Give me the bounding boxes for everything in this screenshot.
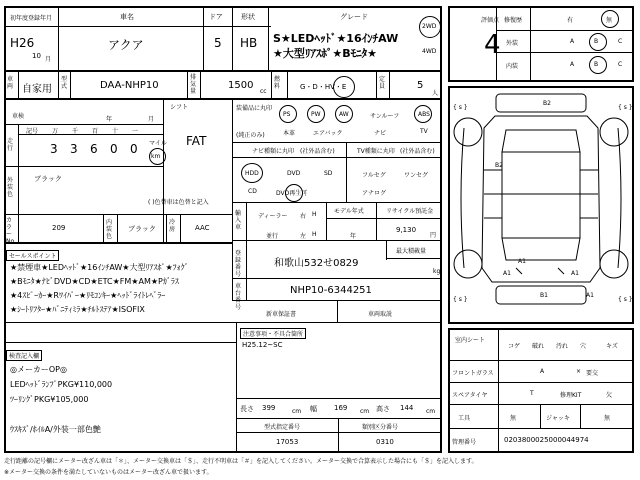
- exterior-eval-option: C: [618, 38, 623, 45]
- color-code-label: カラー: [6, 217, 13, 238]
- diagram-bracket-tl: { s }: [453, 104, 468, 111]
- sales-point-line: ★4ｽﾋﾟｰｶｰ★Rﾜｲﾊﾟｰ★ﾘﾓｺﾝｷｰ★ﾍｯﾄﾞﾗｲﾄﾚﾍﾞﾗｰ: [10, 291, 166, 300]
- import-right: 右: [300, 213, 307, 220]
- grade-label: グレード: [340, 13, 368, 21]
- use-value: 自家用: [22, 84, 52, 95]
- nav-item: DVD再生可: [276, 190, 308, 197]
- warranty-manual: 車両取説: [368, 311, 393, 318]
- type-cert-label: 型式指定番号: [264, 424, 301, 431]
- score-value: 4: [484, 30, 501, 60]
- nav-subtitle: (社外品含む): [300, 148, 335, 155]
- inspector-line: ﾂｰﾘﾝｸﾞPKG¥105,000: [10, 395, 89, 404]
- length-value: 399: [262, 404, 276, 412]
- equipment-item: AW: [339, 111, 349, 118]
- drive-4wd: 4WD: [422, 48, 437, 55]
- fuel-hv-circle: [333, 76, 355, 98]
- shape-label: 形状: [241, 13, 255, 21]
- seat-item: 穴: [580, 343, 587, 350]
- equipment-item: 本革: [283, 130, 296, 137]
- seat-label: 室内シート: [455, 337, 486, 344]
- car-name: アクア: [108, 38, 144, 52]
- ac-label: 冷房: [169, 219, 176, 233]
- interior-color-value: ブラック: [128, 225, 156, 233]
- fuel-label: 燃料: [274, 76, 281, 90]
- front-glass-item: ×: [576, 368, 582, 375]
- equipment-item: ナビ: [374, 130, 387, 137]
- import-left-h: H: [312, 231, 317, 238]
- inspector-line: ｳｽｷｽﾞ/ﾎｲﾙA/外装一部色艶: [10, 425, 101, 434]
- tv-subtitle: (社外品含む): [400, 148, 435, 155]
- inspector-line: LEDﾍｯﾄﾞﾗﾝﾌﾟPKG¥110,000: [10, 380, 113, 389]
- score-label: 評価点: [481, 17, 500, 24]
- first-reg-month: 10: [32, 52, 41, 60]
- mileage-digit-header: 一: [132, 128, 139, 135]
- mileage-digit-header: 万: [52, 128, 59, 135]
- import-parallel: 並行: [266, 233, 279, 240]
- import-label: 輸入車: [235, 210, 242, 231]
- fuel-options: G・D・HV・E: [300, 83, 347, 91]
- diagram-mark-6: A1: [571, 270, 579, 277]
- diagram-mark-4: B1: [540, 292, 548, 299]
- repair-selected-circle: [601, 10, 619, 28]
- notes-label: 注意事項・不具合箇所: [240, 328, 306, 339]
- shape-value: HB: [240, 36, 258, 50]
- tv-item: ワンセグ: [404, 172, 429, 179]
- mileage-digit: 0: [110, 142, 118, 156]
- width-value: 169: [334, 404, 348, 412]
- sales-points-label: セールスポイント: [6, 250, 59, 261]
- mgmt-label: 管理番号: [452, 439, 477, 446]
- equipment-circle: [414, 105, 432, 123]
- chassis-value: NHP10-6344251: [290, 285, 372, 296]
- warranty-new-car: 新車保証書: [266, 311, 297, 318]
- exterior-value: ブラック: [34, 175, 62, 183]
- interior-eval-option: B: [594, 61, 599, 68]
- front-glass-label: フロントガラス: [452, 370, 494, 377]
- model-label: 型式: [61, 76, 68, 90]
- equipment-subtitle: (純正のみ): [236, 132, 265, 139]
- spare-tire-item: T: [530, 390, 534, 397]
- car-diagram: [450, 88, 632, 322]
- repair-option: 有: [567, 17, 574, 24]
- equipment-title: 装備品に丸印: [236, 105, 273, 112]
- jack-value: 無: [604, 415, 611, 422]
- spare-tire-item: 修理KIT: [560, 392, 582, 399]
- inspector-line: ◎メーカーOP◎: [10, 365, 67, 374]
- class-cert-value: 0310: [376, 438, 394, 446]
- displacement-unit: cc: [260, 88, 267, 95]
- registration-value: 和歌山532せ0829: [274, 258, 359, 269]
- mgmt-value: 0203800025000044974: [504, 436, 589, 444]
- nav-item: DVD: [287, 170, 301, 177]
- height-value: 144: [400, 404, 414, 412]
- tv-item: フルセグ: [362, 172, 386, 179]
- displacement-label: 排気量: [190, 74, 197, 95]
- inspection-month: 月: [148, 116, 155, 123]
- diagram-mark-3: A1: [518, 258, 526, 265]
- mileage-unit-km: km: [151, 153, 161, 160]
- tools-label: 工具: [458, 415, 471, 422]
- mileage-digit-header: 十: [112, 128, 119, 135]
- seat-item: キズ: [606, 343, 618, 350]
- sales-point-line: ★Bﾓﾆﾀ★ﾅﾋﾞDVD★CD★ETC★FM★AM★Pｶﾞﾗｽ: [10, 277, 179, 286]
- mileage-digit: 3: [50, 142, 58, 156]
- interior-eval-option: C: [618, 61, 623, 68]
- grade-line-2: ★大型ﾘｱｽﾎﾟ★Bﾓﾆﾀ★: [273, 47, 377, 60]
- length-unit: cm: [292, 408, 302, 415]
- mileage-digit: 0: [130, 142, 138, 156]
- nav-title: ナビ種類に丸印: [252, 148, 295, 155]
- doors-value: 5: [214, 36, 222, 50]
- exterior-eval-option: A: [570, 38, 575, 45]
- width-label: 幅: [310, 405, 317, 413]
- front-glass-item: A: [540, 368, 545, 375]
- model-value: DAA-NHP10: [100, 80, 159, 91]
- displacement-value: 1500: [228, 80, 254, 91]
- class-cert-label: 類別区分番号: [362, 424, 399, 431]
- exterior-eval-selected-circle: [589, 33, 607, 51]
- mileage-digit: 6: [90, 142, 98, 156]
- doors-label: ドア: [209, 13, 223, 21]
- diagram-bracket-bl: { s }: [453, 296, 468, 303]
- nav-hdd-circle: [241, 163, 263, 183]
- interior-color-label: 内装色: [106, 219, 113, 240]
- inspection-year: 年: [106, 116, 113, 123]
- shift-value: FAT: [186, 134, 207, 148]
- chassis-label: 車台番号: [235, 283, 242, 311]
- mileage-digit-header: 百: [92, 128, 99, 135]
- diagram-mark-7: A1: [586, 292, 594, 299]
- first-reg-label: 初年度登録年月: [10, 15, 53, 22]
- seat-item: 汚れ: [556, 343, 569, 350]
- max-load-unit: kg: [433, 268, 441, 275]
- import-right-h: H: [312, 211, 317, 218]
- spare-tire-item: 欠: [606, 392, 613, 399]
- exterior-eval-label: 外装: [506, 40, 519, 47]
- jack-label: ジャッキ: [546, 415, 570, 422]
- month-unit: 月: [45, 56, 52, 63]
- use-label: 車両: [7, 76, 14, 90]
- sales-point-line: ★禁煙車★LEDﾍｯﾄﾞ★16ｲﾝﾁAW★大型ﾘｱｽﾎﾟ★ﾌｫｸﾞ: [10, 263, 189, 272]
- mileage-label: 走行: [7, 138, 14, 152]
- capacity-label: 定員: [379, 76, 386, 90]
- drive-2wd: 2WD: [422, 23, 437, 30]
- equipment-item: サンルーフ: [370, 113, 400, 120]
- recycle-value: 9,130: [396, 226, 417, 234]
- equipment-item: エアバック: [313, 130, 343, 137]
- interior-eval-selected-circle: [589, 56, 607, 74]
- nav-item: HDD: [245, 170, 259, 177]
- exterior-note: ( )色替車は色替と記入: [148, 199, 209, 206]
- exterior-label: 外装色: [7, 177, 14, 198]
- spare-tire-label: スペアタイヤ: [452, 392, 488, 399]
- inspector-label: 検査記入欄: [6, 350, 42, 361]
- footer-line-1: 走行距離の記号欄にメーター改ざん車は「＊」、メーター交換車は「＄」、走行不明車は「＃」を記入してください。メーター交換で合算表示した場合にも「＄」を記入します。: [4, 458, 478, 465]
- import-dealer: ディーラー: [258, 213, 288, 220]
- ac-value: AAC: [195, 224, 210, 232]
- inspection-label: 車検: [12, 113, 25, 120]
- interior-eval-label: 内装: [506, 63, 519, 70]
- nav-item: CD: [248, 188, 257, 195]
- model-year-label: モデル年式: [334, 208, 364, 215]
- exterior-eval-option: B: [594, 38, 599, 45]
- repair-label: 修復歴: [504, 17, 523, 24]
- mileage-digit: 3: [70, 142, 78, 156]
- repair-option: 無: [606, 17, 613, 24]
- import-left: 左: [300, 233, 307, 240]
- diagram-bracket-br: { s }: [618, 296, 633, 303]
- model-year-value: 年: [350, 233, 357, 240]
- equipment-item: PS: [283, 111, 291, 118]
- height-unit: cm: [426, 408, 436, 415]
- front-glass-item: 要交: [586, 370, 599, 377]
- color-code-value: 209: [52, 224, 66, 232]
- equipment-item: ABS: [418, 111, 430, 118]
- tools-value: 無: [510, 415, 517, 422]
- recycle-label: リサイクル預託金: [386, 208, 434, 215]
- seat-item: コゲ: [508, 343, 521, 350]
- type-cert-value: 17053: [276, 438, 299, 446]
- registration-label: 登録番号: [235, 250, 242, 278]
- tv-item: アナログ: [362, 190, 387, 197]
- capacity-unit: 人: [432, 90, 439, 97]
- notes-value: H25.12~SC: [242, 341, 283, 349]
- diagram-mark-1: B2: [543, 100, 551, 107]
- width-unit: cm: [360, 408, 370, 415]
- interior-eval-option: A: [570, 61, 575, 68]
- tv-title: TV種類に丸印: [357, 148, 395, 155]
- equipment-circle: [335, 105, 353, 123]
- diagram-mark-2: B2: [495, 162, 503, 169]
- footer-line-2: ※メーター交換の条件を満たしていないものはメーター改ざん車で扱います。: [4, 469, 213, 476]
- shift-label: シフト: [170, 104, 189, 111]
- equipment-item: TV: [420, 128, 428, 135]
- equipment-item: PW: [311, 111, 321, 118]
- sales-point-line: ★ｼｰﾄﾘﾌﾀｰ★ﾊﾞﾆﾃｨﾐﾗ★ﾁﾙﾄｽﾃｱ★ISOFIX: [10, 305, 145, 314]
- height-label: 高さ: [376, 405, 390, 413]
- car-name-label: 車名: [120, 13, 134, 21]
- equipment-circle: [279, 105, 297, 123]
- nav-dvd-circle: [285, 184, 303, 202]
- diagram-bracket-tr: { s }: [618, 104, 633, 111]
- nav-item: SD: [324, 170, 333, 177]
- recycle-unit: 円: [430, 232, 437, 239]
- mileage-unit-mile: マイル: [149, 140, 167, 147]
- seat-item: 破れ: [532, 343, 545, 350]
- grade-line-1: S★LEDﾍｯﾄﾞ★16ｲﾝﾁAW: [273, 32, 399, 45]
- mileage-label-sub: 記号: [26, 128, 39, 135]
- diagram-mark-5: A1: [503, 270, 511, 277]
- length-label: 長さ: [240, 405, 254, 413]
- mileage-digit-header: 千: [72, 128, 79, 135]
- max-load-label: 最大積載量: [396, 248, 427, 255]
- first-reg-year: H26: [10, 36, 35, 50]
- equipment-circle: [307, 105, 325, 123]
- capacity-value: 5: [417, 80, 424, 91]
